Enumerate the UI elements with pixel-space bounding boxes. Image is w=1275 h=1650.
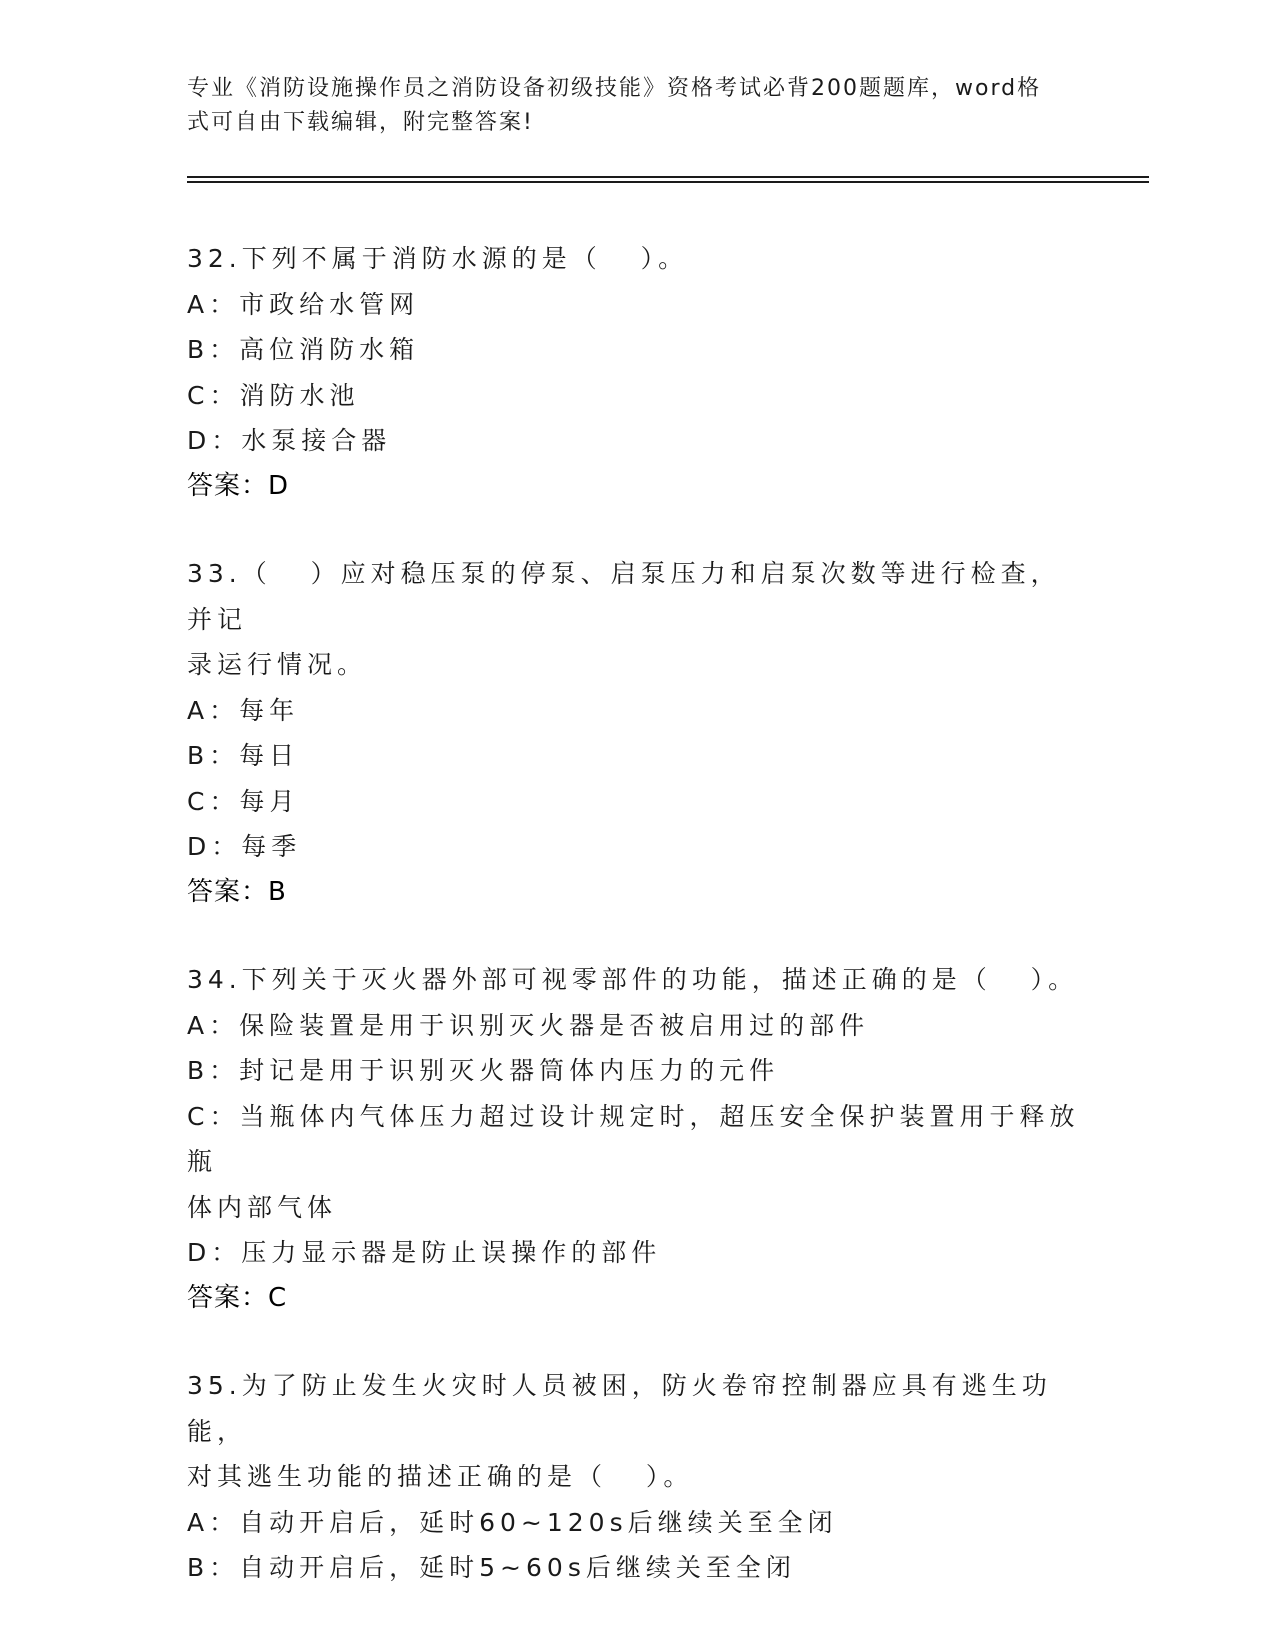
document-header: [187, 72, 1067, 140]
answer: 答案：D: [187, 470, 290, 501]
answer: 答案：C: [187, 1282, 288, 1313]
header-line-2: 式可自由下载编辑，附完整答案!: [187, 110, 534, 135]
option-a: A：自动开启后，延时60~120s后继续关至全闭: [187, 1507, 838, 1537]
option-c: C：当瓶体内气体压力超过设计规定时，超压安全保护装置用于释放瓶: [187, 1101, 1080, 1176]
question-stem: 33.（ ）应对稳压泵的停泵、启泵压力和启泵次数等进行检查，并记: [187, 559, 1061, 634]
option-b: B：高位消防水箱: [187, 335, 420, 364]
option-b: B：自动开启后，延时5~60s后继续关至全闭: [187, 1553, 796, 1582]
option-b: B：封记是用于识别灭火器筒体内压力的元件: [187, 1056, 780, 1085]
question-stem-cont: 对其逃生功能的描述正确的是（ ）。: [187, 1462, 694, 1491]
question-stem: 34.下列关于灭火器外部可视零部件的功能，描述正确的是（ ）。: [187, 965, 1079, 994]
header-divider-top: [187, 176, 1149, 178]
option-b: B：每日: [187, 741, 300, 770]
question-33: [187, 551, 1087, 915]
question-stem: 35.为了防止发生火灾时人员被困，防火卷帘控制器应具有逃生功能，: [187, 1371, 1052, 1446]
question-stem-cont: 录运行情况。: [187, 650, 368, 679]
option-d: D：每季: [187, 832, 302, 861]
option-d: D：水泵接合器: [187, 426, 392, 455]
option-c: C：每月: [187, 786, 300, 816]
option-c: C：消防水池: [187, 380, 360, 410]
question-35: [187, 1363, 1087, 1591]
question-34: [187, 957, 1087, 1321]
question-stem: 32.下列不属于消防水源的是（ ）。: [187, 244, 689, 273]
question-list: [187, 236, 1087, 1633]
header-line-1: 专业《消防设施操作员之消防设备初级技能》资格考试必背200题题库，word格: [187, 76, 1042, 101]
option-a: A：每年: [187, 695, 300, 725]
option-c-cont: 体内部气体: [187, 1192, 338, 1222]
option-a: A：保险装置是用于识别灭火器是否被启用过的部件: [187, 1010, 870, 1040]
option-d: D：压力显示器是防止误操作的部件: [187, 1238, 662, 1267]
header-divider-bottom: [187, 181, 1149, 183]
question-32: [187, 236, 1087, 509]
answer: 答案：B: [187, 876, 287, 907]
option-a: A：市政给水管网: [187, 289, 420, 319]
